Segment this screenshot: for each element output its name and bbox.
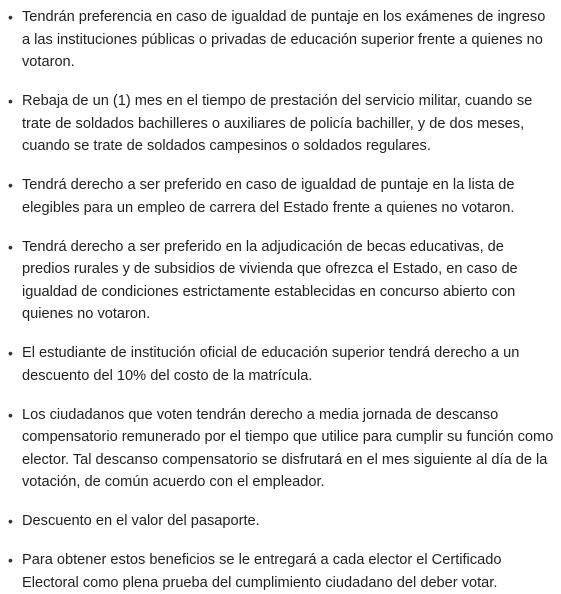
bullet-icon: • xyxy=(8,513,13,529)
list-item-text: Los ciudadanos que voten tendrán derecho a media jornada de descanso compensatorio remunerado por el tiempo que utilice para cumplir su función como elector. Tal descanso compensatorio se disfrutará en el mes siguiente al día de la votación, de común acuerdo con el empleador. xyxy=(22,406,554,490)
list-item-text: Tendrá derecho a ser preferido en la adjudicación de becas educativas, de predios rurales y de subsidios de vivienda que ofrezca el Estado, en caso de igualdad de condiciones estrictamente establecidas en concurso abierto con quienes no votaron. xyxy=(22,238,518,322)
bullet-icon: • xyxy=(8,345,13,361)
list-item xyxy=(0,342,561,387)
list-item xyxy=(0,236,561,326)
bullet-icon: • xyxy=(8,9,13,25)
bullet-icon: • xyxy=(8,177,13,193)
list-item-text: Tendrán preferencia en caso de igualdad de puntaje en los exámenes de ingreso a las instituciones públicas o privadas de educación superior frente a quienes no votaron. xyxy=(22,9,546,70)
list-item xyxy=(0,404,561,494)
list-item-text: Para obtener estos beneficios se le entregará a cada elector el Certificado Electoral como plena prueba del cumplimiento ciudadano del deber votar. xyxy=(22,552,502,591)
list-item-text: Tendrá derecho a ser preferido en caso de igualdad de puntaje en la lista de elegibles para un empleo de carrera del Estado frente a quienes no votaron. xyxy=(22,177,515,216)
list-item xyxy=(0,90,561,158)
list-item xyxy=(0,549,561,594)
bullet-icon: • xyxy=(8,406,13,423)
list-item-text: El estudiante de institución oficial de educación superior tendrá derecho a un descuento del 10% del costo de la matrícula. xyxy=(22,345,520,384)
list-item-text: Rebaja de un (1) mes en el tiempo de prestación del servicio militar, cuando se trate de soldados bachilleres o auxiliares de policía bachiller, y de dos meses, cuando se trate de soldados campesinos o soldados regulares. xyxy=(22,93,533,154)
list-item xyxy=(0,510,561,533)
bullet-icon: • xyxy=(8,93,13,109)
bullet-icon: • xyxy=(8,238,13,255)
list-item xyxy=(0,174,561,219)
bullet-icon: • xyxy=(8,552,13,568)
list-item-text: Descuento en el valor del pasaporte. xyxy=(22,513,260,529)
list-item xyxy=(0,6,561,74)
